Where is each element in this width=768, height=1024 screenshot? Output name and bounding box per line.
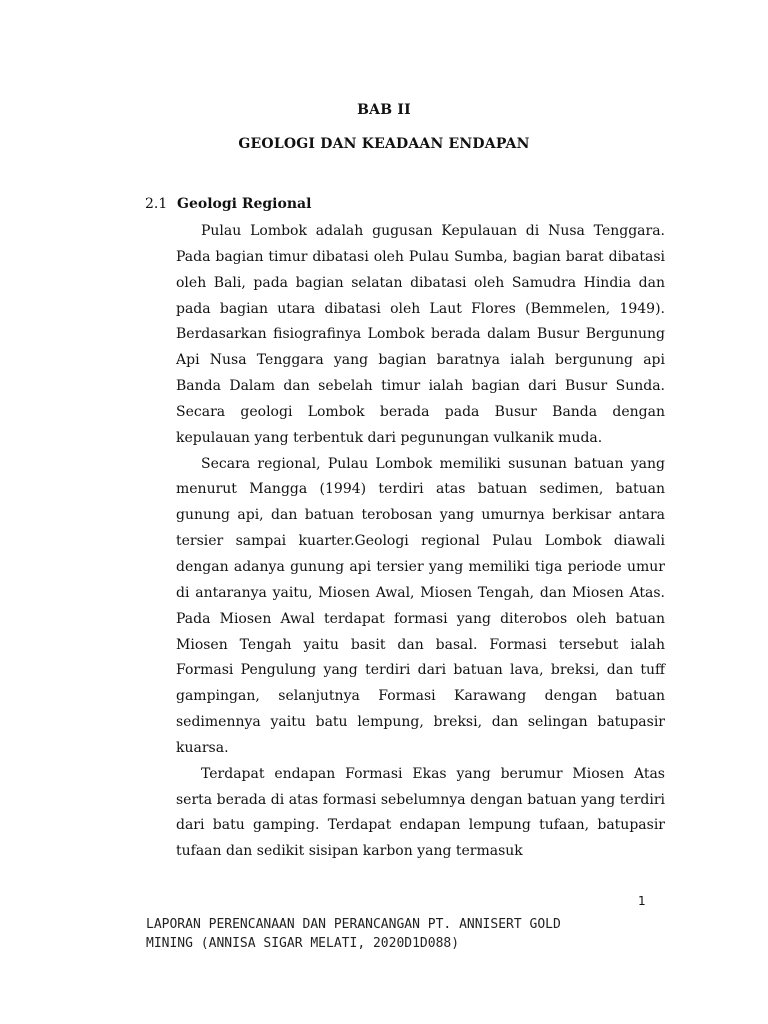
page-footer: LAPORAN PERENCANAAN DAN PERANCANGAN PT. ANNISERT GOLD MINING (ANNISA SIGAR MELATI, 2020D1D088)	[146, 917, 561, 951]
section-number: 2.1	[145, 196, 168, 212]
section-title: Geologi Regional	[177, 196, 312, 212]
paragraph: Terdapat endapan Formasi Ekas yang berumur Miosen Atas serta berada di atas formasi sebelumnya dengan batuan yang terdiri dari batu gamping. Terdapat endapan lempung tufaan, batupasir tufaan dan sedikit sisipan karbon yang termasuk	[176, 765, 665, 860]
paragraph: Secara regional, Pulau Lombok memiliki susunan batuan yang menurut Mangga (1994) terdiri atas batuan sedimen, batuan gunung api, dan batuan terobosan yang umurnya berkisar antara tersier sampai kuarter.Geologi regional Pulau Lombok diawali dengan adanya gunung api tersier yang memiliki tiga periode umur di antaranya yaitu, Miosen Awal, Miosen Tengah, dan Miosen Atas. Pada Miosen Awal terdapat formasi yang diterobos oleh batuan Miosen Tengah yaitu basit dan basal. Formasi tersebut ialah Formasi Pengulung yang terdiri dari batuan lava, breksi, dan tuff gampingan, selanjutnya Formasi Karawang dengan batuan sedimennya yaitu batu lempung, breksi, dan selingan batupasir kuarsa.	[176, 455, 665, 756]
body-text	[176, 219, 665, 865]
section-heading	[145, 196, 311, 212]
chapter-title: GEOLOGI DAN KEADAAN ENDAPAN	[238, 136, 530, 152]
page-number: 1	[638, 894, 646, 908]
chapter-heading: BAB II	[357, 102, 411, 118]
paragraph: Pulau Lombok adalah gugusan Kepulauan di Nusa Tenggara. Pada bagian timur dibatasi oleh Pulau Sumba, bagian barat dibatasi oleh Bali, pada bagian selatan dibatasi oleh Samudra Hindia dan pada bagian utara dibatasi oleh Laut Flores (Bemmelen, 1949). Berdasarkan fisiografinya Lombok berada dalam Busur Bergunung Api Nusa Tenggara yang bagian baratnya ialah bergunung api Banda Dalam dan sebelah timur ialah bagian dari Busur Sunda. Secara geologi Lombok berada pada Busur Banda dengan kepulauan yang terbentuk dari pegunungan vulkanik muda.	[176, 223, 665, 446]
